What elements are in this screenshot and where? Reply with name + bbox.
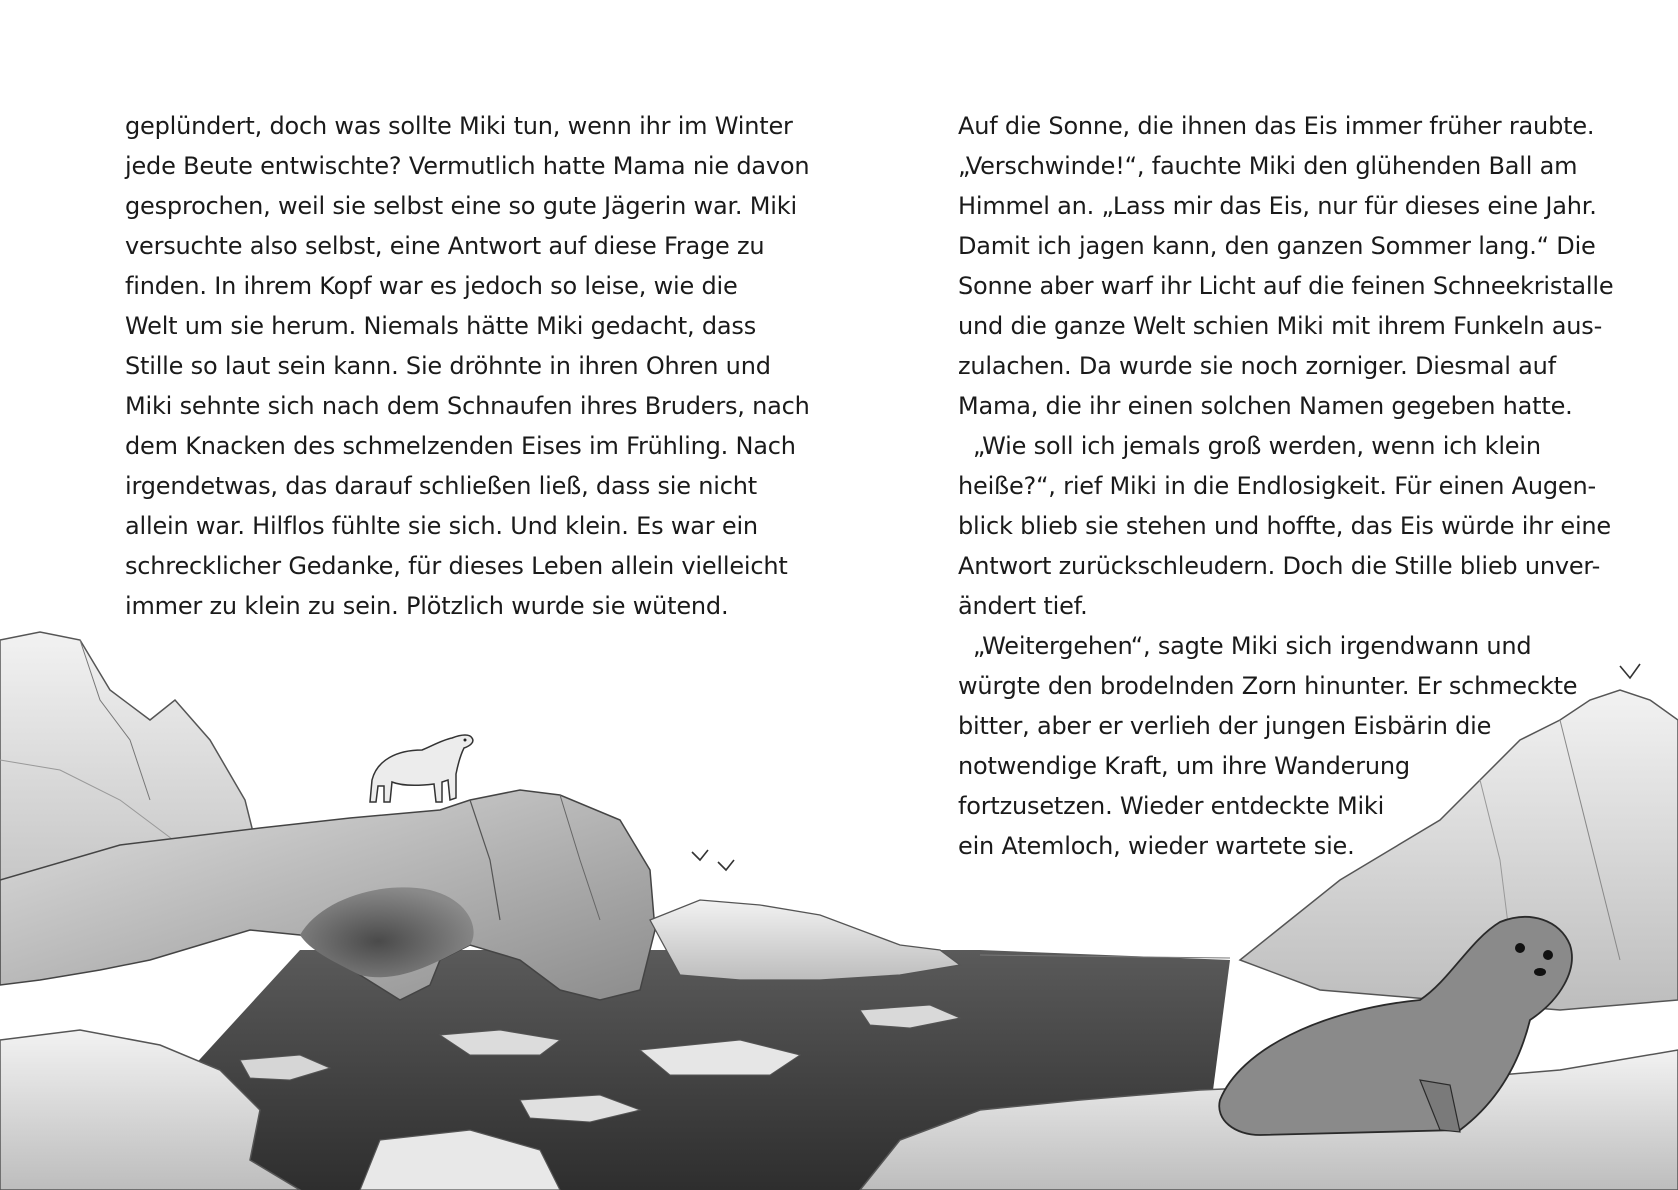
left-line: Welt um sie herum. Niemals hätte Miki gedacht, dass: [125, 312, 757, 340]
right-line: bitter, aber er verlieh der jungen Eisbärin die: [958, 712, 1492, 740]
right-page-text: [958, 106, 1613, 866]
right-line: Mama, die ihr einen solchen Namen gegeben hatte.: [958, 392, 1573, 420]
left-line: Miki sehnte sich nach dem Schnaufen ihres Bruders, nach: [125, 392, 810, 420]
left-line: irgendetwas, das darauf schließen ließ, dass sie nicht: [125, 472, 757, 500]
polar-bear: [370, 735, 473, 802]
right-line: würgte den brodelnden Zorn hinunter. Er schmeckte: [958, 672, 1578, 700]
left-line: finden. In ihrem Kopf war es jedoch so leise, wie die: [125, 272, 738, 300]
right-line: „Weitergehen“, sagte Miki sich irgendwann und: [958, 632, 1532, 660]
left-line: schrecklicher Gedanke, für dieses Leben allein vielleicht: [125, 552, 788, 580]
right-line: Auf die Sonne, die ihnen das Eis immer früher raubte.: [958, 112, 1595, 140]
right-line: „Wie soll ich jemals groß werden, wenn ich klein: [958, 432, 1541, 460]
left-line: jede Beute entwischte? Vermutlich hatte Mama nie davon: [125, 152, 810, 180]
right-line: Himmel an. „Lass mir das Eis, nur für dieses eine Jahr.: [958, 192, 1597, 220]
left-page-text: [125, 106, 810, 626]
right-line: heiße?“, rief Miki in die Endlosigkeit. Für einen Augen-: [958, 472, 1596, 500]
right-line: Damit ich jagen kann, den ganzen Sommer lang.“ Die: [958, 232, 1596, 260]
left-line: geplündert, doch was sollte Miki tun, wenn ihr im Winter: [125, 112, 793, 140]
right-line: notwendige Kraft, um ihre Wanderung: [958, 752, 1410, 780]
left-line: Stille so laut sein kann. Sie dröhnte in ihren Ohren und: [125, 352, 771, 380]
right-line: Sonne aber warf ihr Licht auf die feinen Schneekristalle: [958, 272, 1614, 300]
left-line: gesprochen, weil sie selbst eine so gute Jägerin war. Miki: [125, 192, 797, 220]
right-line: fortzusetzen. Wieder entdeckte Miki: [958, 792, 1385, 820]
right-line: „Verschwinde!“, fauchte Miki den glühenden Ball am: [958, 152, 1578, 180]
right-line: Antwort zurückschleudern. Doch die Stille blieb unver-: [958, 552, 1601, 580]
left-line: dem Knacken des schmelzenden Eises im Frühling. Nach: [125, 432, 796, 460]
right-line: blick blieb sie stehen und hoffte, das Eis würde ihr eine: [958, 512, 1611, 540]
right-line: ändert tief.: [958, 592, 1088, 620]
left-line: versuchte also selbst, eine Antwort auf diese Frage zu: [125, 232, 765, 260]
right-line: ein Atemloch, wieder wartete sie.: [958, 832, 1355, 860]
left-line: immer zu klein zu sein. Plötzlich wurde sie wütend.: [125, 592, 729, 620]
left-line: allein war. Hilflos fühlte sie sich. Und klein. Es war ein: [125, 512, 758, 540]
right-line: und die ganze Welt schien Miki mit ihrem Funkeln aus-: [958, 312, 1603, 340]
iceberg-middle: [650, 900, 960, 980]
right-line: zulachen. Da wurde sie noch zorniger. Diesmal auf: [958, 352, 1556, 380]
